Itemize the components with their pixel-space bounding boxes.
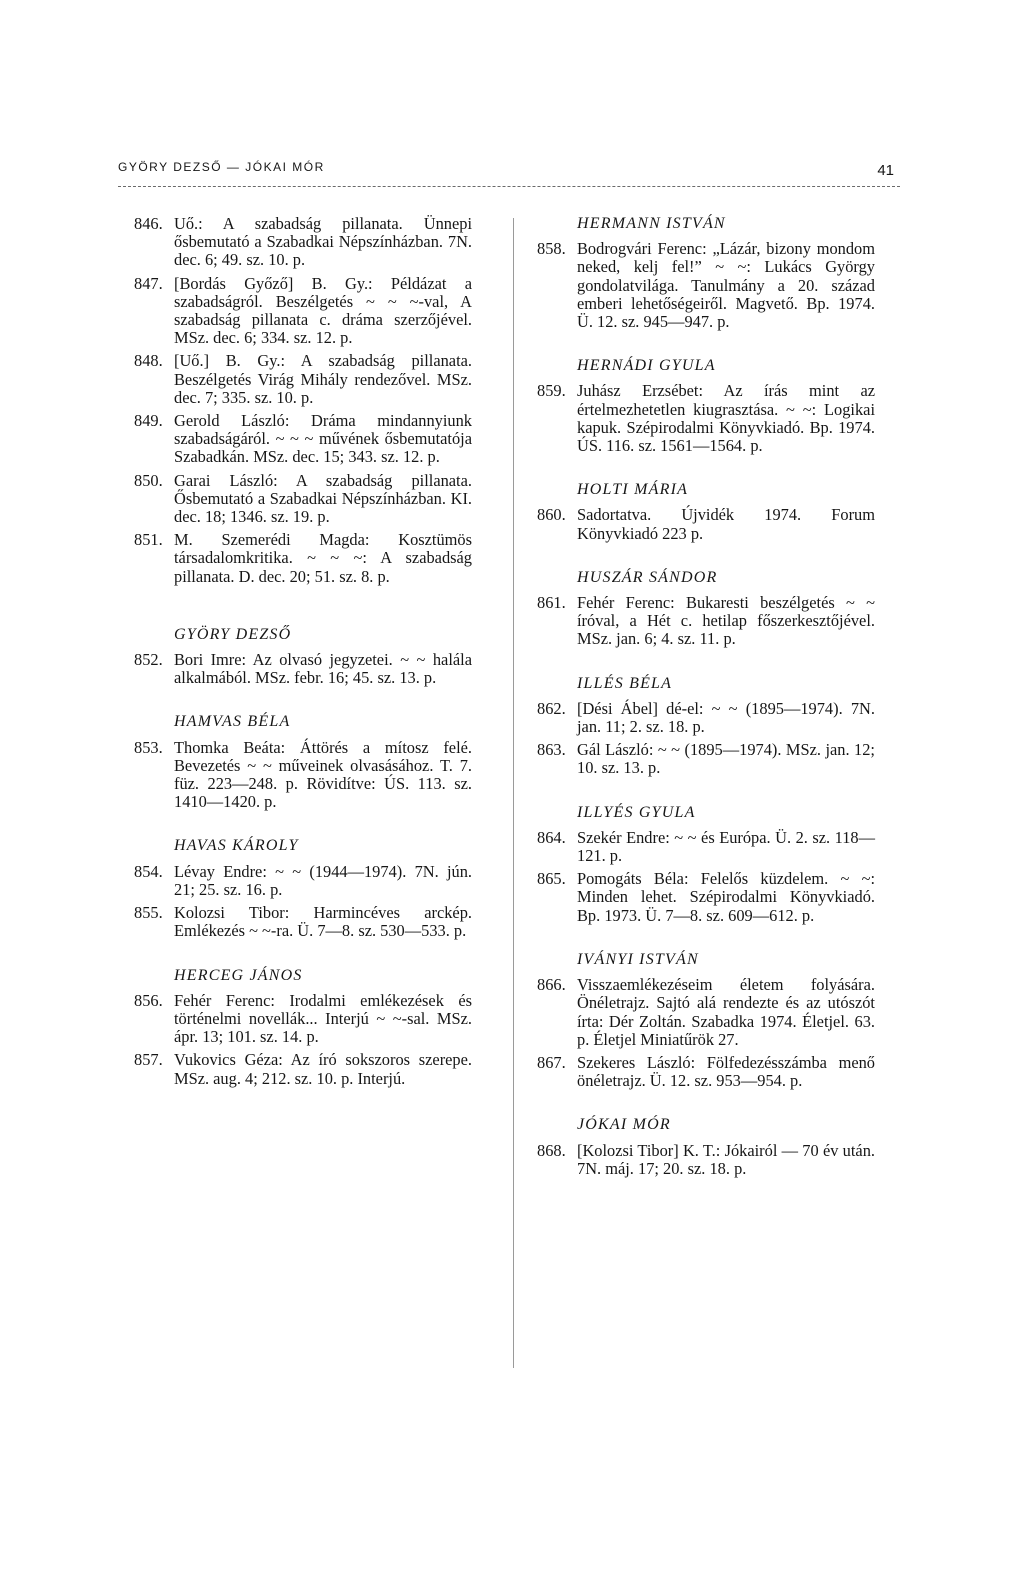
section-heading: ILLYÉS GYULA — [577, 803, 696, 821]
entry-number: 866. — [537, 975, 566, 995]
entry-text: Visszaemlékezéseim életem folyására. Önéletrajz. Sajtó alá rendezte és az utószót írta: Dér Zoltán. Szabadka 1974. Életjel. 63. p. Életjel Miniatűrök 27. — [577, 975, 875, 1049]
entry-number: 847. — [134, 273, 163, 293]
section-heading: ILLÉS BÉLA — [577, 674, 673, 692]
bibliography-entry — [134, 352, 472, 407]
running-title: GYÖRY DEZSŐ — JÓKAI MÓR — [118, 160, 325, 174]
entry-number: 848. — [134, 351, 163, 371]
entry-number: 862. — [537, 698, 566, 718]
bibliography-entry — [134, 275, 472, 348]
entry-number: 858. — [537, 239, 566, 259]
entry-text: Bori Imre: Az olvasó jegyzetei. ~ ~ halála alkalmából. MSz. febr. 16; 45. sz. 13. p. — [174, 650, 472, 688]
bibliography-entry — [537, 741, 875, 777]
entry-number: 854. — [134, 861, 163, 881]
entry-text: Bodrogvári Ferenc: „Lázár, bizony mondom neked, kelj fel!” ~ ~: Lukács György gondolatvilága. Tanulmány a 20. század emberi lehetőségeiről. Magvető. Bp. 1974. Ü. 12. sz. 945—947. p. — [577, 239, 875, 332]
entry-number: 850. — [134, 470, 163, 490]
entry-text: M. Szemerédi Magda: Kosztümös társadalomkritika. ~ ~ ~: A szabadság pillanata. D. dec. 20; 51. sz. 8. p. — [174, 530, 472, 586]
entry-number: 868. — [537, 1140, 566, 1160]
section-heading: HERCEG JÁNOS — [174, 966, 303, 984]
entry-text: Pomogáts Béla: Felelős küzdelem. ~ ~: Minden lehet. Szépirodalmi Könyvkiadó. Bp. 1973. Ü. 7—8. sz. 609—612. p. — [577, 869, 875, 925]
section-heading: HAMVAS BÉLA — [174, 713, 291, 731]
bibliography-entry — [134, 215, 472, 270]
entry-text: Gál László: ~ ~ (1895—1974). MSz. jan. 12; 10. sz. 13. p. — [577, 740, 875, 778]
bibliography-entry — [537, 829, 875, 865]
section-heading: HERNÁDI GYULA — [577, 357, 716, 375]
entry-number: 863. — [537, 740, 566, 760]
bibliography-entry — [537, 240, 875, 331]
entry-number: 860. — [537, 505, 566, 525]
section-heading: HOLTI MÁRIA — [577, 481, 689, 499]
entry-text: Szekér Endre: ~ ~ és Európa. Ü. 2. sz. 118—121. p. — [577, 827, 875, 866]
bibliography-entry — [134, 992, 472, 1047]
entry-text: Juhász Erzsébet: Az írás mint az értelmezhetetlen kiugrasztása. ~ ~: Logikai kapuk. Szépirodalmi Könyvkiadó. Bp. 1974. ÚS. 116. sz. 1561—1564. p. — [577, 381, 875, 456]
running-head — [118, 160, 900, 187]
section-heading: HERMANN ISTVÁN — [577, 215, 726, 232]
entry-text: Kolozsi Tibor: Harmincéves arckép. Emlékezés ~ ~-ra. Ü. 7—8. sz. 530—533. p. — [174, 903, 472, 941]
entry-number: 857. — [134, 1050, 163, 1070]
bibliography-entry — [537, 594, 875, 649]
entry-text: Fehér Ferenc: Bukaresti beszélgetés ~ ~ íróval, a Hét c. hetilap főszerkesztőjével. MSz. jan. 6; 4. sz. 11. p. — [577, 593, 875, 649]
bibliography-entry — [537, 506, 875, 542]
left-column — [134, 215, 472, 1093]
bibliography-entry — [134, 531, 472, 586]
section-heading: JÓKAI MÓR — [577, 1116, 671, 1134]
bibliography-entry — [537, 382, 875, 455]
entry-text: Lévay Endre: ~ ~ (1944—1974). 7N. jún. 21; 25. sz. 16. p. — [174, 861, 472, 899]
bibliography-entry — [134, 863, 472, 899]
bibliography-entry — [537, 976, 875, 1049]
entry-number: 849. — [134, 411, 163, 431]
entry-number: 867. — [537, 1052, 566, 1072]
entry-number: 864. — [537, 827, 566, 847]
entry-text: Uő.: A szabadság pillanata. Ünnepi ősbemutató a Szabadkai Népszínházban. 7N. dec. 6; 49. sz. 10. p. — [174, 214, 472, 270]
entry-text: [Bordás Győző] B. Gy.: Példázat a szabadságról. Beszélgetés ~ ~ ~-val, A szabadság pillanata c. dráma szerzőjével. MSz. dec. 6; 334. sz. 12. p. — [174, 273, 472, 348]
section-heading: HUSZÁR SÁNDOR — [577, 568, 718, 586]
bibliography-entry — [537, 700, 875, 736]
entry-text: [Kolozsi Tibor] K. T.: Jókairól — 70 év után. 7N. máj. 17; 20. sz. 18. p. — [577, 1140, 875, 1178]
section-heading: IVÁNYI ISTVÁN — [577, 950, 699, 968]
page-number: 41 — [877, 162, 894, 179]
entry-text: Vukovics Géza: Az író sokszoros szerepe. MSz. aug. 4; 212. sz. 10. p. Interjú. — [174, 1050, 472, 1088]
bibliography-entry — [537, 1142, 875, 1178]
section-heading: HAVAS KÁROLY — [174, 837, 299, 855]
entry-number: 865. — [537, 869, 566, 889]
bibliography-entry — [134, 472, 472, 527]
bibliography-entry — [537, 1054, 875, 1090]
column-divider — [513, 218, 514, 1368]
entry-number: 855. — [134, 903, 163, 923]
entry-text: [Dési Ábel] dé-el: ~ ~ (1895—1974). 7N. jan. 11; 2. sz. 18. p. — [577, 698, 875, 737]
entry-number: 846. — [134, 214, 163, 233]
bibliography-entry — [134, 412, 472, 467]
entry-number: 852. — [134, 650, 163, 670]
entry-text: Szekeres László: Fölfedezésszámba menő önéletrajz. Ü. 12. sz. 953—954. p. — [577, 1052, 875, 1091]
entry-text: Fehér Ferenc: Irodalmi emlékezések és történelmi novellák... Interjú ~ ~-sal. MSz. ápr. 13; 101. sz. 14. p. — [174, 990, 472, 1047]
entry-number: 853. — [134, 737, 163, 757]
bibliography-entry — [134, 739, 472, 812]
bibliography-entry — [134, 1051, 472, 1087]
bibliography-entry — [537, 870, 875, 925]
right-column — [537, 215, 875, 1183]
entry-number: 851. — [134, 530, 163, 550]
entry-text: Gerold László: Dráma mindannyiunk szabadságáról. ~ ~ ~ művének ősbemutatója Szabadkán. MSz. dec. 15; 343. sz. 12. p. — [174, 411, 472, 467]
entry-text: Garai László: A szabadság pillanata. Ősbemutató a Szabadkai Népszínházban. KI. dec. 18; 1346. sz. 19. p. — [174, 470, 472, 527]
entry-number: 856. — [134, 990, 163, 1010]
entry-text: Sadortatva. Újvidék 1974. Forum Könyvkiadó 223 p. — [577, 505, 875, 543]
entry-text: [Uő.] B. Gy.: A szabadság pillanata. Beszélgetés Virág Mihály rendezővel. MSz. dec. 7; 335. sz. 10. p. — [174, 351, 472, 407]
entry-number: 859. — [537, 381, 566, 401]
entry-number: 861. — [537, 593, 566, 613]
section-heading: GYÖRY DEZSŐ — [174, 625, 292, 643]
entry-text: Thomka Beáta: Áttörés a mítosz felé. Bevezetés ~ ~ műveinek olvasásához. T. 7. füz. 223—248. p. Rövidítve: ÚS. 113. sz. 1410—1420. p. — [174, 737, 472, 812]
bibliography-entry — [134, 651, 472, 687]
bibliography-entry — [134, 904, 472, 940]
